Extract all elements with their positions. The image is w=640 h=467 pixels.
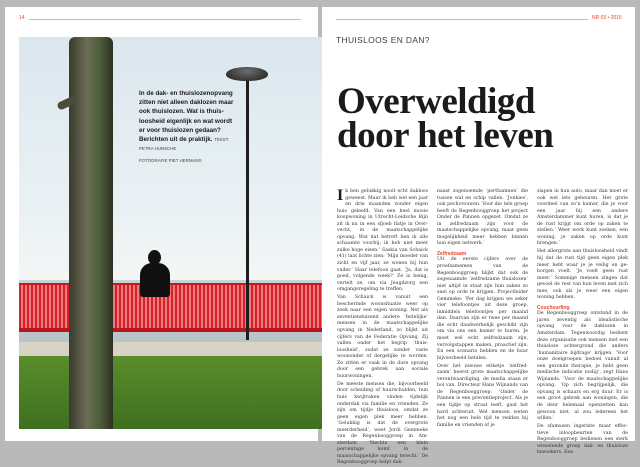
seated-person [140, 263, 170, 297]
tree-trunk [69, 37, 113, 429]
column-3 [537, 189, 628, 456]
left-page [5, 7, 318, 441]
paragraph: De sfamusen ingeriste maar effectieve inloopbeurten van de Regenbooggroep bedienen een sterk wisselende groep dak- en thuisloze bezoekers. Een [537, 424, 628, 456]
subheading: Couchsurfing [537, 304, 570, 311]
title-line-2: door het leven [337, 115, 554, 156]
paragraph: De meeste mensen die, bijvoorbeeld door scheiding of huurschulden, hun huis kwijtraken vinden tijdelijk onderdak via familie en vrienden. Ze zijn om tijdje thuisloos, omdat ze geen eigen plek meer hebben. ‘Gelukkig is dat de overgrote meerderheid’, weet Jordi Gemmeke van de Regenbooggroep in Amsterdam. ‘Slechts een klein percentage komt in de maatschappelijke opvang terecht.’ De Regenbooggroep helpt dak- [337, 381, 428, 466]
intro-lede: In de dak- en thuislozenopvang zitten niet alleen daklozen maar ook thuislozen. Wat is thuisloosheid eigenlijk en wat wordt er voor thuislozen gedaan? Berichten uit de praktijk. [139, 90, 234, 144]
page-number: 14 [19, 15, 25, 21]
red-railing [19, 285, 323, 330]
paragraph: De Regenbooggroep ontstond in de jaren zeventig als idealistische opvang voor de daklozen in Amsterdam. Tegenwoordig bedient deze organisatie ook mensen met een thuisloze achtergrond die anders ‘humanitaire bijdrage’ krijgen. ‘Voor onze doelgroepen bedoel vanuit al een gezonde therapie, je hebt geen medische indicatie nodig’, zegt Hans Wijnands. ‘Voor de maatschappelijke opvang. ‘Op zich begrijpelijk, die opvang is schaars en erg duur. Er is een groot gebrek aan woningen, die de deur helemaal openzetten kan gewoon niet, al zou iedereen het willen.’ [537, 311, 628, 422]
column-1 [337, 187, 428, 466]
railing-bottom-bar [19, 328, 323, 332]
header-rule [336, 19, 588, 20]
paragraph: Over het nieuwe etiketje ‘zelfredzaam’ heerst grote maatschappelijke verontwaardiging, de media staan er bol van. Directeur Hans Wijnands van de Regenbooggroep: ‘Onder de Pannen is een preventieproject. Als je een tijdje op straat leeft, gaat het hard achteruit. Wel mensen weten het nog een hele tijd te redden bij familie en vrienden of je [437, 363, 528, 428]
issue-number: NR 03 • 2016 [592, 15, 622, 21]
drop-cap: I [337, 187, 344, 204]
paragraph: Het allergrote aan thuisloosheid vindt hij dat de rust tijd geen eigen plek meer hebt waar je je veilig en geborgen voelt. ‘Je voelt geen rust meer.’ Sommige mensen zingen dat gevoel de rest van hun leven met zich mee, ook als je weer een eigen woning hebben. [537, 249, 628, 301]
paragraph: k ben gelukkig nooit echt dakloos geweest. Maar ik heb wel een jaar en drie maanden zonder eigen huis geleefd. Van een heel mooie koopwoning in Utrecht-Leidsche Rijn zit ik nu in een sfjoeb flatje in Overvecht, in de maatschappelijke opvang. Wat dat betreft ben ik alle schaamte voorbij; ik heb niet meer zulke hoge eisen.’ Saskia van Schaick (41) laat lichte zien: ‘Mijn moeder van zicht en vijf jaar, ze wonen bij hun vader.’ Haar telefoon gaat. ‘Ja, dat is goed, volgende week?’ Ze is benig, vertelt ze, om via Jeugdzorg een omgangsregeling te treffen. [337, 189, 428, 293]
paragraph: naast zogenoemde ‘perthamnen’ die tussen wal en schip vallen. ‘Jonkies’, ook pechvrouwen. Voor die tele groep heeft de Regenbooggroep het project Onder de Pannen opgezet. Omdat ze in zelfredzaam zijn voor de maatschappelijke opvang, maar geen mogelijkheid meer hebben binnen hun eigen netwerk.’ [437, 189, 528, 247]
lamp-post [246, 77, 249, 340]
feature-photo [19, 37, 323, 429]
subheading: Zelfredzaam [437, 250, 467, 257]
paragraph: Van Schaick is vanuit een beschermde woonsituatie weer op zoek naar een eigen woning. Net als zeventienduizend andere ‘feitelijke’ mensen in de maatschappelijke opvang in Nederland, zo blijkt uit cijfers van de Federatie Opvang. Zij vallen onder het begrip ‘thuisloosheid’, zodat ze zonder vaste woononder of dergelijke te worden. Ze zitten er vaak in de dure opvang door een gebrek aan sociale huurwoningen. [337, 295, 428, 379]
page-title [337, 81, 627, 156]
text-credit: TEKST PETRA HUNSCHE [139, 137, 229, 152]
right-page [322, 7, 635, 466]
path [19, 342, 323, 356]
article-body [337, 187, 628, 466]
street-lamp [226, 67, 268, 81]
section-kicker: THUISLOOS EN DAN? [336, 35, 430, 45]
paragraph: Uit de eerste cijfers over de proefsamemen van de Regenbooggroep blijkt dat ook de zogenaamde ‘zelfredzame thuislozen’ niet altijd in staat zijn hun zaken zo snel op orde te krijgen. Projectleider Gemmeke: ‘Per dag krijgen we zeker vier telefoontjes uit deze groep, inmiddels telefoontjes per maand dan. Daarvan zijn er twee per maand die echt daadwerkelijk geschikt zijn om via ons een kamer te huren. Je moet wel echt zelfredzaam zijn, vervolgstappen maken, proactief zijn. En een scenario hebben en de huur bijvoorbeeld betalen. [437, 257, 528, 361]
paragraph: slapen in hun auto, maar dan moet er ook wel iets gebeuren. Het grote voordeel van zo’n kamer, die je voor een jaar bij een andere Amsterdammer kunt huren, is dat je de rust krijgt om orde op zaken te stellen.’ Weer werk kunt zoeken, een woning, je zaken op orde kunt brengen.’ [537, 189, 628, 247]
title-line-1: Overweldigd [337, 81, 535, 122]
grass [19, 356, 323, 429]
intro-text [139, 89, 235, 166]
header-rule [29, 19, 301, 20]
column-2 [437, 189, 528, 431]
photo-credit: FOTOGRAFIE PIET HERMANS [139, 158, 202, 164]
